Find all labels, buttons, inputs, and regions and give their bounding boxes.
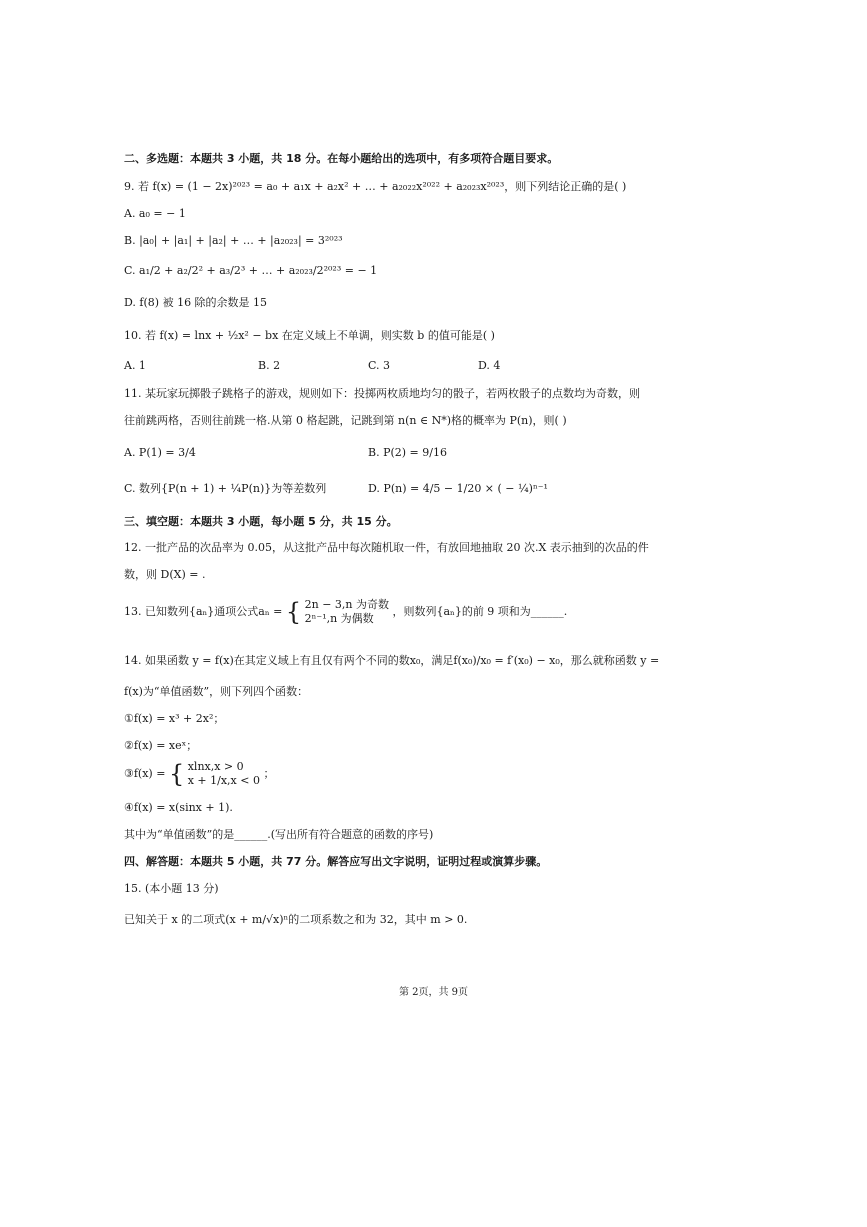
section3-heading: 三、填空题：本题共 3 小题，每小题 5 分，共 15 分。	[124, 515, 398, 528]
q11-stem-line1: 11. 某玩家玩掷骰子跳格子的游戏，规则如下：投掷两枚质地均匀的骰子，若两枚骰子的点数均为奇数，则	[124, 387, 640, 400]
q14-f3-case-negative: x + 1/x,x < 0	[187, 774, 260, 787]
q14-ask: 其中为“单值函数”的是______.(写出所有符合题意的函数的序号)	[124, 828, 434, 841]
q13-cases	[305, 598, 389, 626]
q11-option-a: A. P(1) = 3/4	[124, 446, 196, 459]
q10-option-d: D. 4	[478, 359, 501, 372]
q13-case-even: 2ⁿ⁻¹,n 为偶数	[304, 612, 374, 625]
q13	[124, 598, 567, 626]
q10-option-a: A. 1	[124, 359, 146, 372]
q9-option-d: D. f(8) 被 16 除的余数是 15	[124, 296, 268, 309]
q15-title: 15. (本小题 13 分)	[124, 882, 219, 895]
q14-function-4: ④f(x) = x(sinx + 1).	[124, 801, 233, 814]
q14-f3-case-positive: xlnx,x > 0	[187, 760, 244, 773]
q11-stem-line2: 往前跳两格，否则往前跳一格.从第 0 格起跳，记跳到第 n(n ∈ N*)格的概率为 P(n)，则( )	[124, 414, 567, 427]
q9-stem: 9. 若 f(x) = (1 − 2x)²⁰²³ = a₀ + a₁x + a₂x² + … + a₂₀₂₂x²⁰²² + a₂₀₂₃x²⁰²³，则下列结论正确的是( )	[124, 180, 627, 193]
q9-option-c: C. a₁/2 + a₂/2² + a₃/2³ + … + a₂₀₂₃/2²⁰²³ = − 1	[124, 264, 378, 277]
q14-line1: 14. 如果函数 y = f(x)在其定义域上有且仅有两个不同的数x₀，满足f(x₀)/x₀ = f′(x₀) − x₀，那么就称函数 y =	[124, 654, 660, 667]
q10-option-c: C. 3	[368, 359, 391, 372]
q14-function-2: ②f(x) = xeˣ；	[124, 739, 198, 752]
q9-option-a: A. a₀ = − 1	[124, 207, 186, 220]
q10-stem: 10. 若 f(x) = lnx + ½x² − bx 在定义域上不单调，则实数 b 的值可能是( )	[124, 329, 495, 342]
section4-heading: 四、解答题：本题共 5 小题，共 77 分。解答应写出文字说明，证明过程或演算步骤。	[124, 855, 548, 868]
section2-heading: 二、多选题：本题共 3 小题，共 18 分。在每小题给出的选项中，有多项符合题目要求。	[124, 152, 559, 165]
q14-f3-cases	[188, 760, 260, 788]
q11-option-c: C. 数列{P(n + 1) + ¼P(n)}为等差数列	[124, 482, 327, 495]
q13-brace: {	[285, 598, 302, 626]
q11-option-b: B. P(2) = 9/16	[368, 446, 447, 459]
q13-suffix: ，则数列{aₙ}的前 9 项和为______.	[392, 605, 568, 618]
q14-f3-brace: {	[168, 760, 185, 788]
q9-option-b: B. |a₀| + |a₁| + |a₂| + … + |a₂₀₂₃| = 3²⁰²³	[124, 234, 343, 247]
q14-function-1: ①f(x) = x³ + 2x²；	[124, 712, 225, 725]
q14-line2: f(x)为“单值函数”，则下列四个函数：	[124, 685, 309, 698]
q14-function-3	[124, 760, 274, 788]
q15-stem: 已知关于 x 的二项式(x + m/√x)ⁿ的二项系数之和为 32，其中 m > 0.	[124, 913, 468, 926]
page-footer: 第 2页，共 9页	[398, 987, 469, 998]
q14-f3-suffix: ；	[263, 767, 275, 780]
q13-case-odd: 2n − 3,n 为奇数	[304, 598, 389, 611]
q13-prefix: 13. 已知数列{aₙ}通项公式aₙ =	[124, 605, 283, 618]
q10-option-b: B. 2	[258, 359, 281, 372]
q11-option-d: D. P(n) = 4/5 − 1/20 × ( − ¼)ⁿ⁻¹	[368, 482, 548, 495]
q12-line2: 数，则 D(X) = .	[124, 568, 206, 581]
q12-line1: 12. 一批产品的次品率为 0.05，从这批产品中每次随机取一件，有放回地抽取 20 次.X 表示抽到的次品的件	[124, 541, 649, 554]
q14-f3-prefix: ③f(x) =	[124, 767, 166, 780]
